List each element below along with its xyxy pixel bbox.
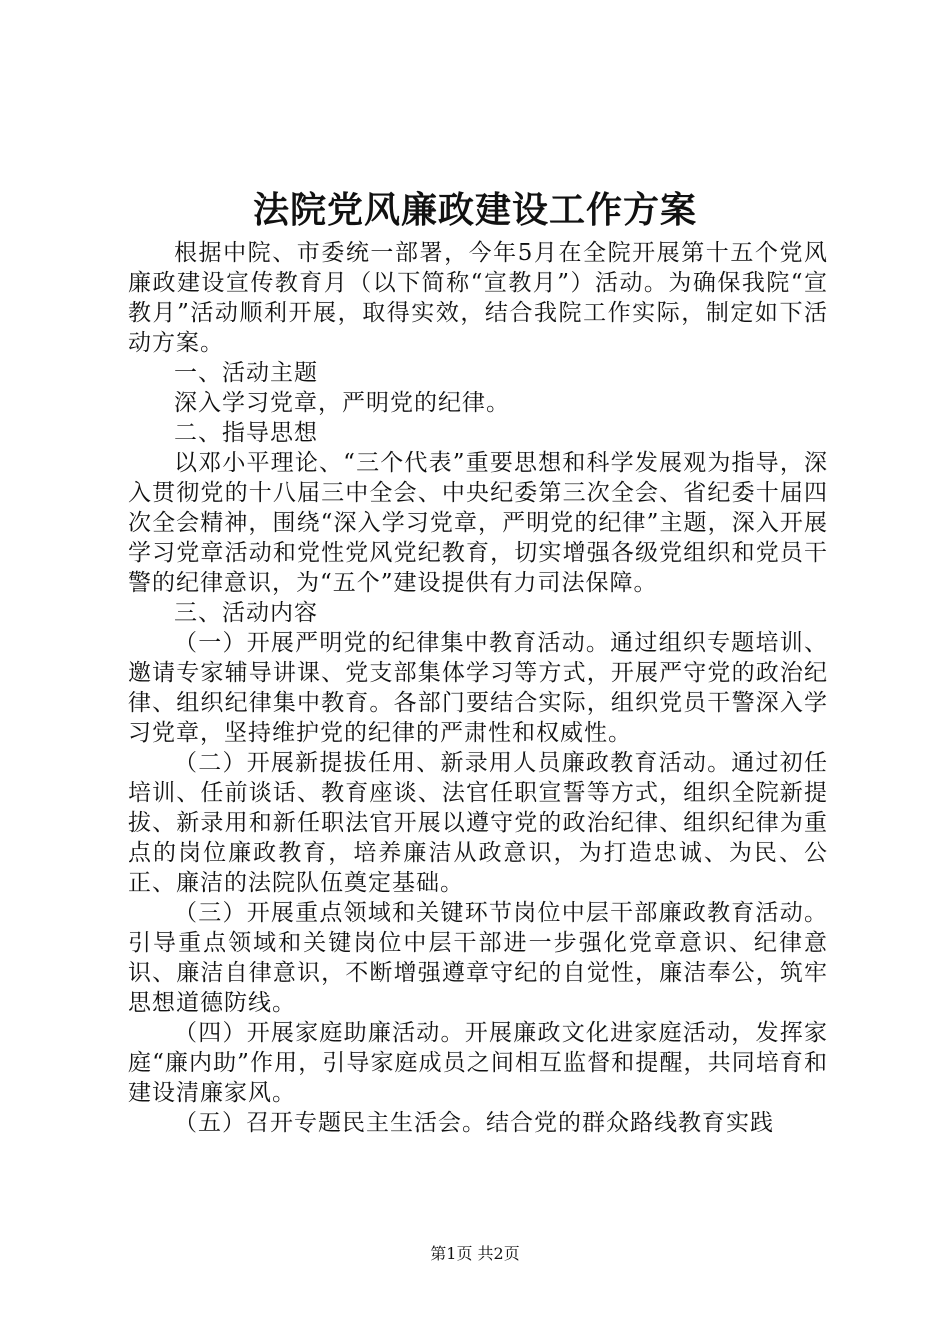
paragraph-intro: 根据中院、市委统一部署，今年5月在全院开展第十五个党风廉政建设宣传教育月（以下简称“宣教月”）活动。为确保我院“宣教月”活动顺利开展，取得实效，结合我院工作实际，制定如下活动方案。 [128, 240, 828, 356]
paragraph-item-1: （一）开展严明党的纪律集中教育活动。通过组织专题培训、邀请专家辅导讲课、党支部集体学习等方式，开展严守党的政治纪律、组织纪律集中教育。各部门要结合实际，组织党员干警深入学习党章，坚持维护党的纪律的严肃性和权威性。 [128, 630, 828, 746]
page-footer: 第1页 共2页 [430, 1244, 520, 1263]
document-title: 法院党风廉政建设工作方案 [252, 189, 697, 231]
heading-activity-theme: 一、活动主题 [174, 360, 318, 386]
paragraph-item-4: （四）开展家庭助廉活动。开展廉政文化进家庭活动，发挥家庭“廉内助”作用，引导家庭成员之间相互监督和提醒，共同培育和建设清廉家风。 [128, 1020, 828, 1106]
heading-guiding-thought: 二、指导思想 [174, 420, 318, 446]
paragraph-guiding-thought: 以邓小平理论、“三个代表”重要思想和科学发展观为指导，深入贯彻党的十八届三中全会、中央纪委第三次全会、省纪委十届四次全会精神，围绕“深入学习党章，严明党的纪律”主题，深入开展学习党章活动和党性党风党纪教育，切实增强各级党组织和党员干警的纪律意识，为“五个”建设提供有力司法保障。 [128, 450, 828, 596]
paragraph-theme: 深入学习党章，严明党的纪律。 [174, 390, 510, 416]
document-body [128, 238, 828, 1138]
paragraph-item-2: （二）开展新提拔任用、新录用人员廉政教育活动。通过初任培训、任前谈话、教育座谈、法官任职宣誓等方式，组织全院新提拔、新录用和新任职法官开展以遵守党的政治纪律、组织纪律为重点的岗位廉政教育，培养廉洁从政意识，为打造忠诚、为民、公正、廉洁的法院队伍奠定基础。 [128, 750, 828, 896]
paragraph-item-5: （五）召开专题民主生活会。结合党的群众路线教育实践 [174, 1110, 774, 1136]
paragraph-item-3: （三）开展重点领域和关键环节岗位中层干部廉政教育活动。引导重点领域和关键岗位中层干部进一步强化党章意识、纪律意识、廉洁自律意识，不断增强遵章守纪的自觉性，廉洁奉公，筑牢思想道德防线。 [128, 900, 828, 1016]
heading-activity-content: 三、活动内容 [174, 600, 318, 626]
